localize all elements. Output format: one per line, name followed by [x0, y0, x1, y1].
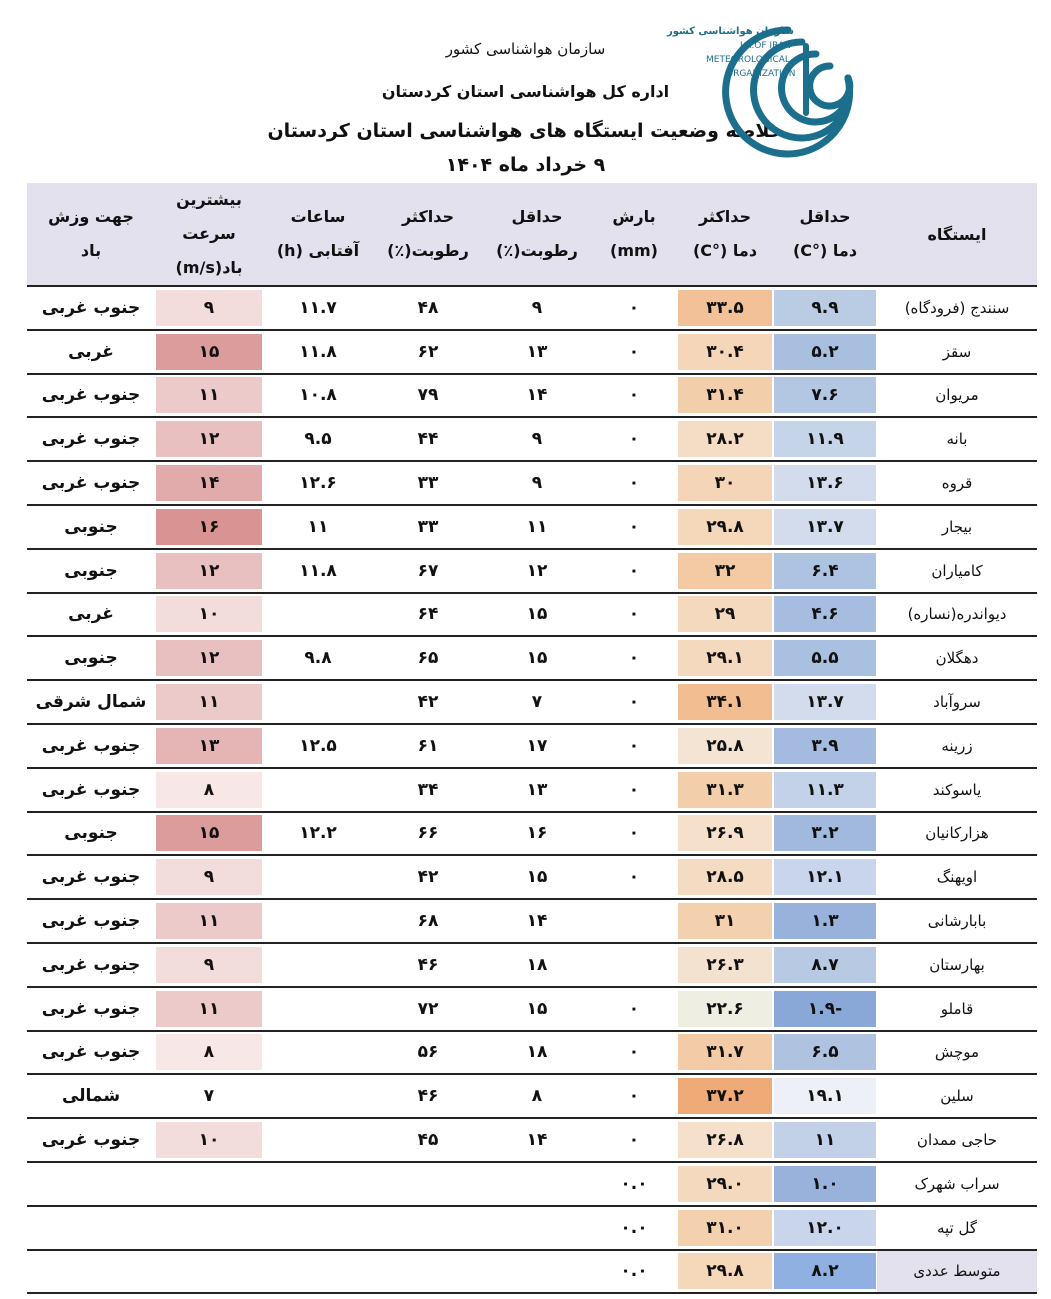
- cell-tmax: ۳۱.۳: [677, 768, 773, 812]
- cell-wdir: [27, 1162, 155, 1206]
- cell-tmax: ۳۴.۱: [677, 680, 773, 724]
- cell-rain: ۰: [591, 461, 677, 505]
- cell-hmin: ۱۵: [483, 987, 591, 1031]
- cell-station: سروآباد: [877, 680, 1037, 724]
- table-row: [27, 899, 1037, 943]
- col-header-hmin: حداقل رطوبت(٪): [483, 183, 591, 286]
- cell-hmin: ۹: [483, 286, 591, 330]
- cell-wdir: [27, 1250, 155, 1294]
- table-row: [27, 286, 1037, 330]
- cell-hmin: ۱۴: [483, 899, 591, 943]
- cell-tmax: ۲۲.۶: [677, 987, 773, 1031]
- col-header-hmax: حداکثر رطوبت(٪): [373, 183, 483, 286]
- cell-station: سراب شهرک: [877, 1162, 1037, 1206]
- cell-wspd: ۸: [155, 768, 263, 812]
- cell-rain: ۰: [591, 812, 677, 856]
- table-row: [27, 943, 1037, 987]
- cell-rain: ۰: [591, 286, 677, 330]
- cell-station: یاسوکند: [877, 768, 1037, 812]
- cell-hmin: ۱۶: [483, 812, 591, 856]
- table-row: [27, 593, 1037, 637]
- cell-hmin: [483, 1206, 591, 1250]
- cell-wdir: جنوب غربی: [27, 286, 155, 330]
- cell-wdir: جنوب غربی: [27, 417, 155, 461]
- cell-hmin: ۱۳: [483, 330, 591, 374]
- cell-sun: [263, 943, 373, 987]
- cell-hmax: ۷۹: [373, 374, 483, 418]
- cell-wdir: جنوب غربی: [27, 724, 155, 768]
- cell-wdir: جنوب غربی: [27, 374, 155, 418]
- cell-sun: [263, 1162, 373, 1206]
- cell-tmax: ۳۷.۲: [677, 1074, 773, 1118]
- cell-wspd: [155, 1206, 263, 1250]
- cell-tmax: ۲۸.۵: [677, 855, 773, 899]
- cell-wspd: ۱۱: [155, 680, 263, 724]
- cell-sun: [263, 855, 373, 899]
- table-row: [27, 549, 1037, 593]
- cell-wdir: جنوب غربی: [27, 855, 155, 899]
- cell-hmax: ۴۸: [373, 286, 483, 330]
- cell-tmax: ۳۱.۷: [677, 1031, 773, 1075]
- cell-rain: ۰: [591, 549, 677, 593]
- cell-hmin: [483, 1250, 591, 1294]
- cell-tmin: -۱.۹: [773, 987, 877, 1031]
- cell-sun: ۱۲.۵: [263, 724, 373, 768]
- cell-rain: ۰: [591, 330, 677, 374]
- cell-hmax: ۶۷: [373, 549, 483, 593]
- cell-hmin: ۱۷: [483, 724, 591, 768]
- cell-wspd: ۷: [155, 1074, 263, 1118]
- cell-sun: ۱۲.۶: [263, 461, 373, 505]
- cell-tmax: ۳۱.۴: [677, 374, 773, 418]
- cell-tmax: ۳۱: [677, 899, 773, 943]
- table-row: [27, 417, 1037, 461]
- table-row: [27, 768, 1037, 812]
- cell-station: بهارستان: [877, 943, 1037, 987]
- cell-station: موچش: [877, 1031, 1037, 1075]
- cell-rain: ۰.۰: [591, 1206, 677, 1250]
- cell-tmin: ۵.۵: [773, 636, 877, 680]
- cell-wdir: غربی: [27, 330, 155, 374]
- cell-hmax: ۶۶: [373, 812, 483, 856]
- cell-hmax: ۴۲: [373, 855, 483, 899]
- cell-rain: [591, 943, 677, 987]
- cell-tmax: ۲۵.۸: [677, 724, 773, 768]
- cell-hmax: ۴۵: [373, 1118, 483, 1162]
- cell-station: قروه: [877, 461, 1037, 505]
- cell-station: بابارشانی: [877, 899, 1037, 943]
- cell-station: دیواندره(نساره): [877, 593, 1037, 637]
- cell-wspd: ۱۳: [155, 724, 263, 768]
- cell-hmin: ۱۵: [483, 855, 591, 899]
- cell-hmax: ۴۲: [373, 680, 483, 724]
- cell-station: سقز: [877, 330, 1037, 374]
- cell-hmax: ۳۳: [373, 461, 483, 505]
- cell-hmin: ۷: [483, 680, 591, 724]
- cell-sun: [263, 768, 373, 812]
- cell-wdir: جنوبی: [27, 636, 155, 680]
- cell-wdir: شمال شرقی: [27, 680, 155, 724]
- header-title: خلاصه وضعیت ایستگاه های هواشناسی استان کردستان: [267, 120, 784, 142]
- cell-wspd: ۱۱: [155, 899, 263, 943]
- cell-tmin: ۸.۷: [773, 943, 877, 987]
- cell-wdir: جنوب غربی: [27, 987, 155, 1031]
- cell-hmin: ۱۱: [483, 505, 591, 549]
- cell-rain: ۰: [591, 987, 677, 1031]
- cell-rain: [591, 899, 677, 943]
- cell-sun: [263, 899, 373, 943]
- cell-station: اویهنگ: [877, 855, 1037, 899]
- cell-hmax: ۶۲: [373, 330, 483, 374]
- cell-wspd: ۱۲: [155, 636, 263, 680]
- cell-tmin: ۶.۵: [773, 1031, 877, 1075]
- cell-tmax: ۲۹.۰: [677, 1162, 773, 1206]
- cell-sun: ۹.۵: [263, 417, 373, 461]
- cell-sun: [263, 1118, 373, 1162]
- cell-rain: ۰: [591, 417, 677, 461]
- cell-wspd: ۱۲: [155, 417, 263, 461]
- table-row: [27, 1031, 1037, 1075]
- cell-tmin: ۴.۶: [773, 593, 877, 637]
- logo-text-en-1: I.R.OF IRAN: [740, 41, 791, 51]
- cell-sun: [263, 987, 373, 1031]
- cell-wdir: شمالی: [27, 1074, 155, 1118]
- header-office: اداره کل هواشناسی استان کردستان: [381, 82, 670, 101]
- cell-rain: ۰: [591, 680, 677, 724]
- cell-tmax: ۲۶.۸: [677, 1118, 773, 1162]
- cell-station: بانه: [877, 417, 1037, 461]
- cell-wspd: ۸: [155, 1031, 263, 1075]
- col-header-tmin: حداقل دما (°C): [773, 183, 877, 286]
- cell-rain: ۰: [591, 724, 677, 768]
- cell-hmax: ۳۳: [373, 505, 483, 549]
- col-header-station: ایستگاه: [877, 183, 1037, 286]
- cell-wspd: ۱۵: [155, 812, 263, 856]
- cell-hmin: ۹: [483, 461, 591, 505]
- cell-station: دهگلان: [877, 636, 1037, 680]
- meteorological-organization-logo: [666, 18, 920, 158]
- cell-rain: ۰: [591, 855, 677, 899]
- cell-hmin: ۱۸: [483, 1031, 591, 1075]
- cell-sun: ۱۲.۲: [263, 812, 373, 856]
- cell-hmax: ۵۶: [373, 1031, 483, 1075]
- cell-hmax: ۴۴: [373, 417, 483, 461]
- header-org: سازمان هواشناسی کشور: [445, 40, 606, 58]
- cell-tmin: ۳.۹: [773, 724, 877, 768]
- cell-wspd: ۱۲: [155, 549, 263, 593]
- cell-tmin: ۱۳.۷: [773, 680, 877, 724]
- cell-hmax: ۶۱: [373, 724, 483, 768]
- cell-tmin: ۱۱.۳: [773, 768, 877, 812]
- cell-hmin: ۱۲: [483, 549, 591, 593]
- table-row: [27, 330, 1037, 374]
- cell-tmax: ۳۱.۰: [677, 1206, 773, 1250]
- table-header-row: [27, 183, 1037, 286]
- cell-wdir: جنوب غربی: [27, 1118, 155, 1162]
- cell-tmax: ۳۰: [677, 461, 773, 505]
- table-row: [27, 1074, 1037, 1118]
- cell-tmax: ۲۸.۲: [677, 417, 773, 461]
- cell-tmin: ۱۹.۱: [773, 1074, 877, 1118]
- cell-rain: ۰: [591, 768, 677, 812]
- cell-rain: ۰: [591, 593, 677, 637]
- cell-wdir: جنوبی: [27, 549, 155, 593]
- cell-hmax: ۷۲: [373, 987, 483, 1031]
- cell-rain: ۰.۰: [591, 1250, 677, 1294]
- cell-station: مریوان: [877, 374, 1037, 418]
- cell-sun: ۱۱: [263, 505, 373, 549]
- table-row: [27, 724, 1037, 768]
- cell-wspd: [155, 1250, 263, 1294]
- cell-station: بیجار: [877, 505, 1037, 549]
- cell-sun: [263, 1250, 373, 1294]
- cell-wspd: ۱۱: [155, 374, 263, 418]
- logo-text-fa: سازمان هواشناسی کشور: [666, 26, 794, 37]
- cell-wspd: ۹: [155, 943, 263, 987]
- cell-wspd: ۱۶: [155, 505, 263, 549]
- cell-wspd: ۹: [155, 286, 263, 330]
- table-row: [27, 987, 1037, 1031]
- table-row: [27, 1250, 1037, 1294]
- cell-rain: ۰: [591, 505, 677, 549]
- cell-station: قاملو: [877, 987, 1037, 1031]
- cell-tmax: ۲۹.۸: [677, 1250, 773, 1294]
- cell-hmax: [373, 1206, 483, 1250]
- cell-tmin: ۱.۰: [773, 1162, 877, 1206]
- cell-hmin: ۸: [483, 1074, 591, 1118]
- cell-tmax: ۲۶.۳: [677, 943, 773, 987]
- logo-text-en-3: ORGANIZATION: [726, 69, 796, 79]
- cell-station: حاجی ممدان: [877, 1118, 1037, 1162]
- table-row: [27, 1118, 1037, 1162]
- table-row: [27, 812, 1037, 856]
- cell-wspd: ۱۴: [155, 461, 263, 505]
- cell-rain: ۰: [591, 1074, 677, 1118]
- cell-rain: ۰: [591, 636, 677, 680]
- cell-tmin: ۳.۲: [773, 812, 877, 856]
- cell-wdir: [27, 1206, 155, 1250]
- cell-tmin: ۷.۶: [773, 374, 877, 418]
- cell-tmin: ۱۱.۹: [773, 417, 877, 461]
- cell-tmax: ۲۶.۹: [677, 812, 773, 856]
- cell-tmin: ۱۳.۷: [773, 505, 877, 549]
- cell-station: سلین: [877, 1074, 1037, 1118]
- cell-station: گل تپه: [877, 1206, 1037, 1250]
- cell-hmin: ۱۳: [483, 768, 591, 812]
- cell-tmin: ۶.۴: [773, 549, 877, 593]
- cell-wspd: [155, 1162, 263, 1206]
- cell-wdir: جنوب غربی: [27, 899, 155, 943]
- col-header-rain: بارش (mm): [591, 183, 677, 286]
- cell-hmin: ۹: [483, 417, 591, 461]
- cell-rain: ۰: [591, 1031, 677, 1075]
- cell-wspd: ۱۱: [155, 987, 263, 1031]
- cell-tmin: ۱۲.۱: [773, 855, 877, 899]
- cell-tmax: ۳۰.۴: [677, 330, 773, 374]
- cell-tmin: ۱۱: [773, 1118, 877, 1162]
- cell-tmax: ۲۹: [677, 593, 773, 637]
- cell-wdir: جنوب غربی: [27, 1031, 155, 1075]
- cell-tmin: ۱۳.۶: [773, 461, 877, 505]
- cell-rain: ۰.۰: [591, 1162, 677, 1206]
- cell-hmin: ۱۴: [483, 1118, 591, 1162]
- cell-sun: ۱۱.۸: [263, 549, 373, 593]
- cell-hmin: ۱۸: [483, 943, 591, 987]
- header-date: ۹ خرداد ماه ۱۴۰۴: [445, 154, 606, 176]
- table-row: [27, 461, 1037, 505]
- cell-hmin: ۱۵: [483, 593, 591, 637]
- cell-wspd: ۹: [155, 855, 263, 899]
- cell-rain: ۰: [591, 1118, 677, 1162]
- cell-sun: ۱۱.۷: [263, 286, 373, 330]
- cell-sun: [263, 680, 373, 724]
- cell-tmin: ۱۲.۰: [773, 1206, 877, 1250]
- cell-hmax: ۶۸: [373, 899, 483, 943]
- cell-hmax: [373, 1250, 483, 1294]
- cell-station: هزارکانیان: [877, 812, 1037, 856]
- cell-station: متوسط عددی: [877, 1250, 1037, 1294]
- cell-wspd: ۱۰: [155, 1118, 263, 1162]
- col-header-wind-direction: جهت وزش باد: [27, 183, 155, 286]
- cell-hmin: [483, 1162, 591, 1206]
- cell-sun: ۹.۸: [263, 636, 373, 680]
- table-row: [27, 636, 1037, 680]
- cell-hmax: ۴۶: [373, 1074, 483, 1118]
- col-header-wind-speed: بیشترین سرعت باد(m/s): [155, 183, 263, 286]
- table-row: [27, 1162, 1037, 1206]
- cell-tmax: ۳۲: [677, 549, 773, 593]
- cell-wdir: غربی: [27, 593, 155, 637]
- table-row: [27, 374, 1037, 418]
- table-row: [27, 680, 1037, 724]
- cell-rain: ۰: [591, 374, 677, 418]
- cell-tmin: ۱.۳: [773, 899, 877, 943]
- col-header-tmax: حداکثر دما (°C): [677, 183, 773, 286]
- cell-tmax: ۲۹.۸: [677, 505, 773, 549]
- cell-station: زرینه: [877, 724, 1037, 768]
- cell-wspd: ۱۰: [155, 593, 263, 637]
- logo-text-en-2: METEOROLOGICAL: [706, 55, 790, 65]
- cell-tmin: ۵.۲: [773, 330, 877, 374]
- cell-sun: [263, 1031, 373, 1075]
- cell-hmax: ۳۴: [373, 768, 483, 812]
- cell-wdir: جنوب غربی: [27, 461, 155, 505]
- cell-sun: [263, 1074, 373, 1118]
- cell-sun: ۱۰.۸: [263, 374, 373, 418]
- col-header-sunshine: ساعات آفتابی (h): [263, 183, 373, 286]
- cell-wdir: جنوبی: [27, 812, 155, 856]
- cell-sun: [263, 593, 373, 637]
- cell-hmax: ۴۶: [373, 943, 483, 987]
- table-row: [27, 855, 1037, 899]
- cell-station: سنندج (فرودگاه): [877, 286, 1037, 330]
- cell-sun: [263, 1206, 373, 1250]
- table-row: [27, 1206, 1037, 1250]
- cell-wdir: جنوب غربی: [27, 768, 155, 812]
- weather-stations-table: [27, 183, 1037, 1294]
- cell-tmin: ۹.۹: [773, 286, 877, 330]
- table-row: [27, 505, 1037, 549]
- cell-wdir: جنوب غربی: [27, 943, 155, 987]
- cell-wdir: جنوبی: [27, 505, 155, 549]
- cell-wspd: ۱۵: [155, 330, 263, 374]
- cell-hmax: ۶۵: [373, 636, 483, 680]
- cell-hmin: ۱۵: [483, 636, 591, 680]
- cell-hmin: ۱۴: [483, 374, 591, 418]
- cell-tmax: ۲۹.۱: [677, 636, 773, 680]
- cell-hmax: [373, 1162, 483, 1206]
- cell-sun: ۱۱.۸: [263, 330, 373, 374]
- cell-tmin: ۸.۲: [773, 1250, 877, 1294]
- cell-station: کامیاران: [877, 549, 1037, 593]
- cell-tmax: ۳۳.۵: [677, 286, 773, 330]
- cell-hmax: ۶۴: [373, 593, 483, 637]
